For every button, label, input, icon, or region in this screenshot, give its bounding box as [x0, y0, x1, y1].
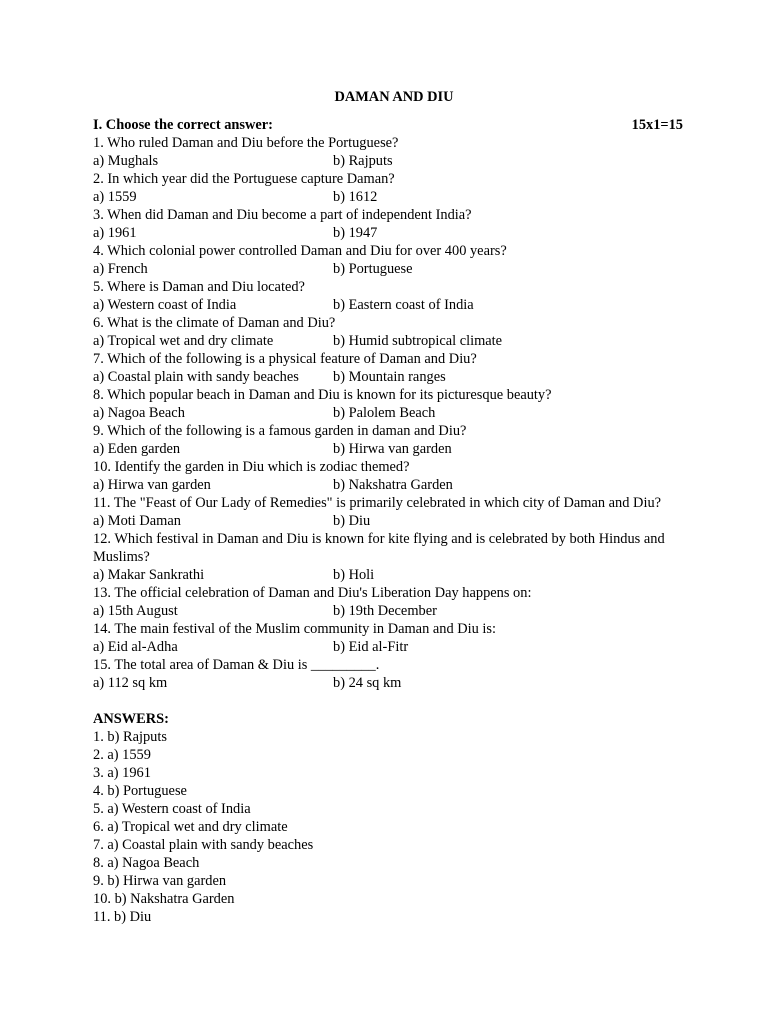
- question-text: 12. Which festival in Daman and Diu is known for kite flying and is celebrated by both Hindus and Muslims?: [93, 531, 665, 565]
- question-text: 9. Which of the following is a famous garden in daman and Diu?: [93, 423, 467, 439]
- question-item: [93, 206, 683, 242]
- question-options: [93, 152, 683, 170]
- answer-item: 6. a) Tropical wet and dry climate: [93, 819, 288, 835]
- question-text: 4. Which colonial power controlled Daman and Diu for over 400 years?: [93, 243, 507, 259]
- question-list: [93, 134, 683, 692]
- question-text: 6. What is the climate of Daman and Diu?: [93, 315, 336, 331]
- option-b: b) Palolem Beach: [333, 405, 436, 421]
- answer-item: 10. b) Nakshatra Garden: [93, 891, 235, 907]
- option-b: b) Eid al-Fitr: [333, 639, 409, 655]
- option-b: b) Humid subtropical climate: [333, 333, 503, 349]
- answer-item: 3. a) 1961: [93, 765, 151, 781]
- answers-heading: ANSWERS:: [93, 711, 169, 727]
- question-options: [93, 674, 683, 692]
- option-a: a) Eden garden: [93, 441, 181, 457]
- option-b: b) Portuguese: [333, 261, 413, 277]
- option-b: b) 1947: [333, 225, 378, 241]
- question-options: [93, 332, 683, 350]
- question-item: [93, 584, 683, 620]
- answer-item: 2. a) 1559: [93, 747, 151, 763]
- page-title: DAMAN AND DIU: [334, 89, 454, 105]
- option-a: a) 15th August: [93, 603, 178, 619]
- option-a: a) Western coast of India: [93, 297, 237, 313]
- question-options: [93, 566, 683, 584]
- question-item: [93, 278, 683, 314]
- option-a: a) French: [93, 261, 148, 277]
- answer-item: 11. b) Diu: [93, 909, 152, 925]
- question-options: [93, 296, 683, 314]
- worksheet-page: [93, 88, 683, 926]
- question-options: [93, 404, 683, 422]
- answer-item: 8. a) Nagoa Beach: [93, 855, 200, 871]
- option-a: a) 1559: [93, 189, 137, 205]
- section-heading: [93, 116, 683, 134]
- option-b: b) 19th December: [333, 603, 437, 619]
- option-b: b) Diu: [333, 513, 371, 529]
- option-a: a) Mughals: [93, 153, 159, 169]
- question-item: [93, 386, 683, 422]
- option-a: a) Hirwa van garden: [93, 477, 211, 493]
- section-marks: 15x1=15: [631, 117, 683, 133]
- option-a: a) Tropical wet and dry climate: [93, 333, 274, 349]
- question-text: 8. Which popular beach in Daman and Diu is known for its picturesque beauty?: [93, 387, 552, 403]
- question-item: [93, 314, 683, 350]
- question-text: 13. The official celebration of Daman and Diu's Liberation Day happens on:: [93, 585, 532, 601]
- question-text: 3. When did Daman and Diu become a part of independent India?: [93, 207, 472, 223]
- answer-item: 9. b) Hirwa van garden: [93, 873, 227, 889]
- question-item: [93, 620, 683, 656]
- question-text: 14. The main festival of the Muslim community in Daman and Diu is:: [93, 621, 497, 637]
- question-item: [93, 170, 683, 206]
- option-b: b) Mountain ranges: [333, 369, 446, 385]
- option-a: a) 112 sq km: [93, 675, 168, 691]
- option-a: a) Eid al-Adha: [93, 639, 178, 655]
- question-item: [93, 422, 683, 458]
- answer-item: 5. a) Western coast of India: [93, 801, 251, 817]
- question-item: [93, 494, 683, 530]
- question-item: [93, 458, 683, 494]
- option-a: a) Coastal plain with sandy beaches: [93, 369, 299, 385]
- answer-item: 7. a) Coastal plain with sandy beaches: [93, 837, 314, 853]
- question-text: 2. In which year did the Portuguese capture Daman?: [93, 171, 395, 187]
- question-text: 7. Which of the following is a physical feature of Daman and Diu?: [93, 351, 477, 367]
- option-a: a) 1961: [93, 225, 137, 241]
- question-options: [93, 440, 683, 458]
- answer-item: 4. b) Portuguese: [93, 783, 187, 799]
- question-options: [93, 638, 683, 656]
- question-item: [93, 242, 683, 278]
- option-b: b) Rajputs: [333, 153, 393, 169]
- option-b: b) Holi: [333, 567, 375, 583]
- question-item: [93, 134, 683, 170]
- option-a: a) Moti Daman: [93, 513, 181, 529]
- question-options: [93, 512, 683, 530]
- question-item: [93, 530, 683, 584]
- question-text: 15. The total area of Daman & Diu is _________.: [93, 657, 380, 673]
- option-a: a) Makar Sankrathi: [93, 567, 205, 583]
- question-options: [93, 224, 683, 242]
- option-b: b) 1612: [333, 189, 378, 205]
- question-item: [93, 656, 683, 692]
- question-options: [93, 368, 683, 386]
- question-text: 10. Identify the garden in Diu which is zodiac themed?: [93, 459, 410, 475]
- question-item: [93, 350, 683, 386]
- option-b: b) Hirwa van garden: [333, 441, 452, 457]
- option-b: b) Eastern coast of India: [333, 297, 474, 313]
- question-text: 11. The "Feast of Our Lady of Remedies" is primarily celebrated in which city of Daman and Diu?: [93, 495, 662, 511]
- section-instruction: I. Choose the correct answer:: [93, 117, 273, 133]
- question-options: [93, 260, 683, 278]
- question-options: [93, 476, 683, 494]
- question-text: 5. Where is Daman and Diu located?: [93, 279, 305, 295]
- answer-item: 1. b) Rajputs: [93, 729, 167, 745]
- option-b: b) 24 sq km: [333, 675, 402, 691]
- answer-list: [93, 728, 683, 926]
- option-b: b) Nakshatra Garden: [333, 477, 453, 493]
- question-options: [93, 602, 683, 620]
- option-a: a) Nagoa Beach: [93, 405, 185, 421]
- question-text: 1. Who ruled Daman and Diu before the Portuguese?: [93, 135, 399, 151]
- question-options: [93, 188, 683, 206]
